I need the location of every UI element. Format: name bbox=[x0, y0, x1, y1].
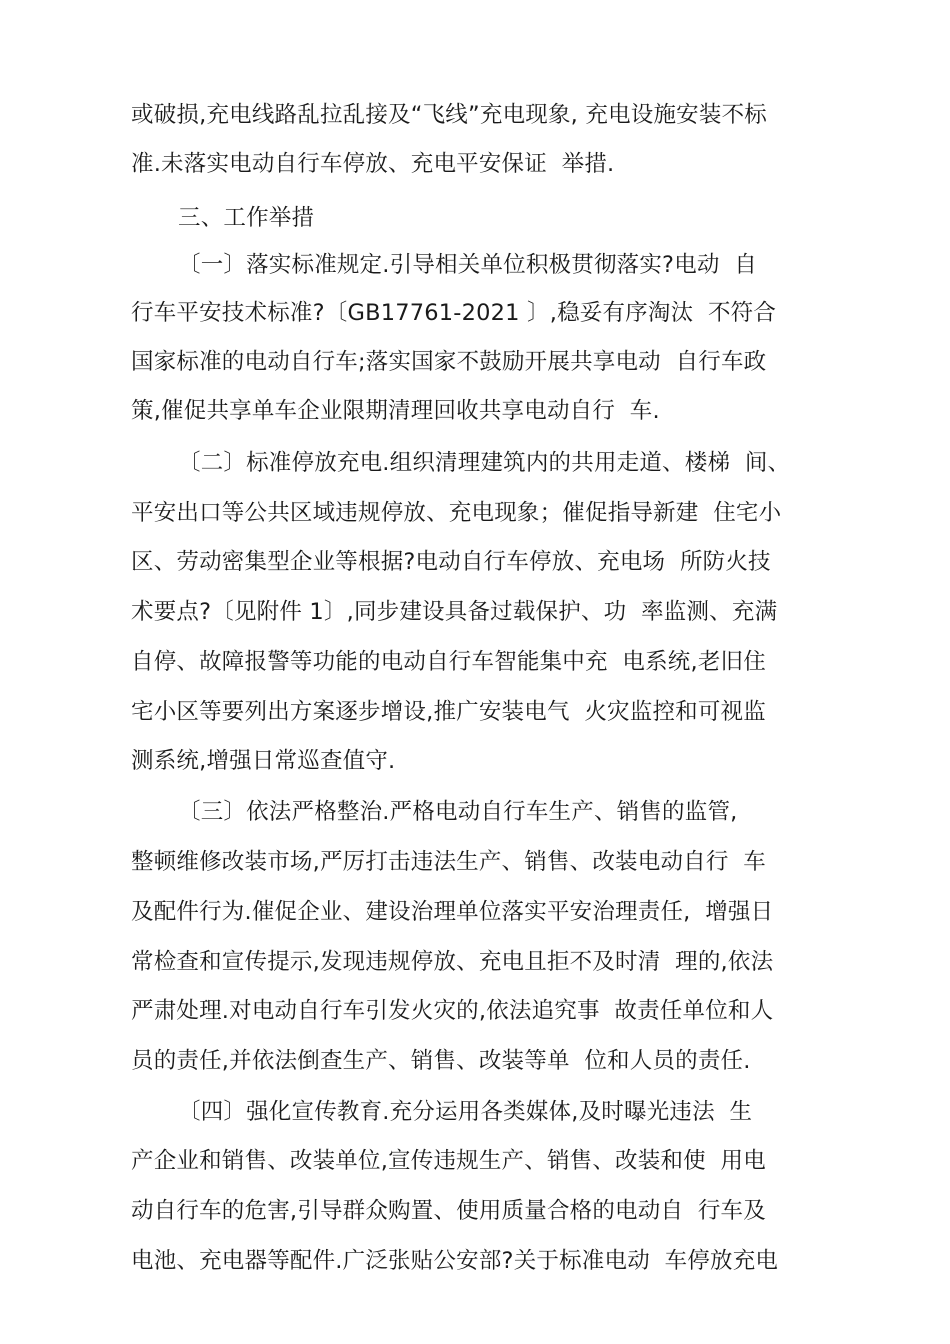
text-line: 平安出口等公共区域违规停放、充电现象；催促指导新建 住宅小 bbox=[131, 500, 782, 526]
text-line: 动自行车的危害,引导群众购置、使用质量合格的电动自 行车及 bbox=[131, 1198, 766, 1224]
text-line: 〔一〕落实标准规定.引导相关单位积极贯彻落实?电动 自 bbox=[178, 252, 757, 278]
text-line: 员的责任,并依法倒查生产、销售、改装等单 位和人员的责任. bbox=[131, 1048, 751, 1074]
text-line: 宅小区等要列出方案逐步增设,推广安装电气 火灾监控和可视监 bbox=[131, 699, 766, 725]
text-line: 电池、充电器等配件.广泛张贴公安部?关于标准电动 车停放充电 bbox=[131, 1248, 779, 1274]
text-line: 测系统,增强日常巡查值守. bbox=[131, 748, 396, 774]
text-line: 策,催促共享单车企业限期清理回收共享电动自行 车. bbox=[131, 398, 660, 424]
text-line: 〔二〕标准停放充电.组织清理建筑内的共用走道、楼梯 间、 bbox=[178, 450, 791, 476]
text-line: 国家标准的电动自行车;落实国家不鼓励开展共享电动 自行车政 bbox=[131, 349, 767, 375]
text-line: 术要点?〔见附件 1〕,同步建设具备过载保护、功 率监测、充满 bbox=[131, 599, 778, 625]
text-line: 〔四〕强化宣传教育.充分运用各类媒体,及时曝光违法 生 bbox=[178, 1099, 753, 1125]
text-line: 行车平安技术标准?〔GB17761-2021 〕,稳妥有序淘汰 不符合 bbox=[131, 300, 777, 326]
text-line: 准.未落实电动自行车停放、充电平安保证 举措. bbox=[131, 151, 615, 177]
text-line: 常检查和宣传提示,发现违规停放、充电且拒不及时清 理的,依法 bbox=[131, 949, 774, 975]
text-line: 严肃处理.对电动自行车引发火灾的,依法追究事 故责任单位和人 bbox=[131, 998, 774, 1024]
text-line: 〔三〕依法严格整治.严格电动自行车生产、销售的监管, bbox=[178, 799, 738, 825]
text-line: 整顿维修改装市场,严厉打击违法生产、销售、改装电动自行 车 bbox=[131, 849, 766, 875]
text-line: 或破损,充电线路乱拉乱接及“飞线”充电现象, 充电设施安装不标 bbox=[131, 102, 767, 128]
text-line: 及配件行为.催促企业、建设治理单位落实平安治理责任, 增强日 bbox=[131, 899, 774, 925]
section-heading: 三、工作举措 bbox=[178, 205, 315, 231]
text-line: 自停、故障报警等功能的电动自行车智能集中充 电系统,老旧住 bbox=[131, 649, 766, 675]
text-line: 区、劳动密集型企业等根据?电动自行车停放、充电场 所防火技 bbox=[131, 549, 771, 575]
text-line: 产企业和销售、改装单位,宣传违规生产、销售、改装和使 用电 bbox=[131, 1148, 766, 1174]
